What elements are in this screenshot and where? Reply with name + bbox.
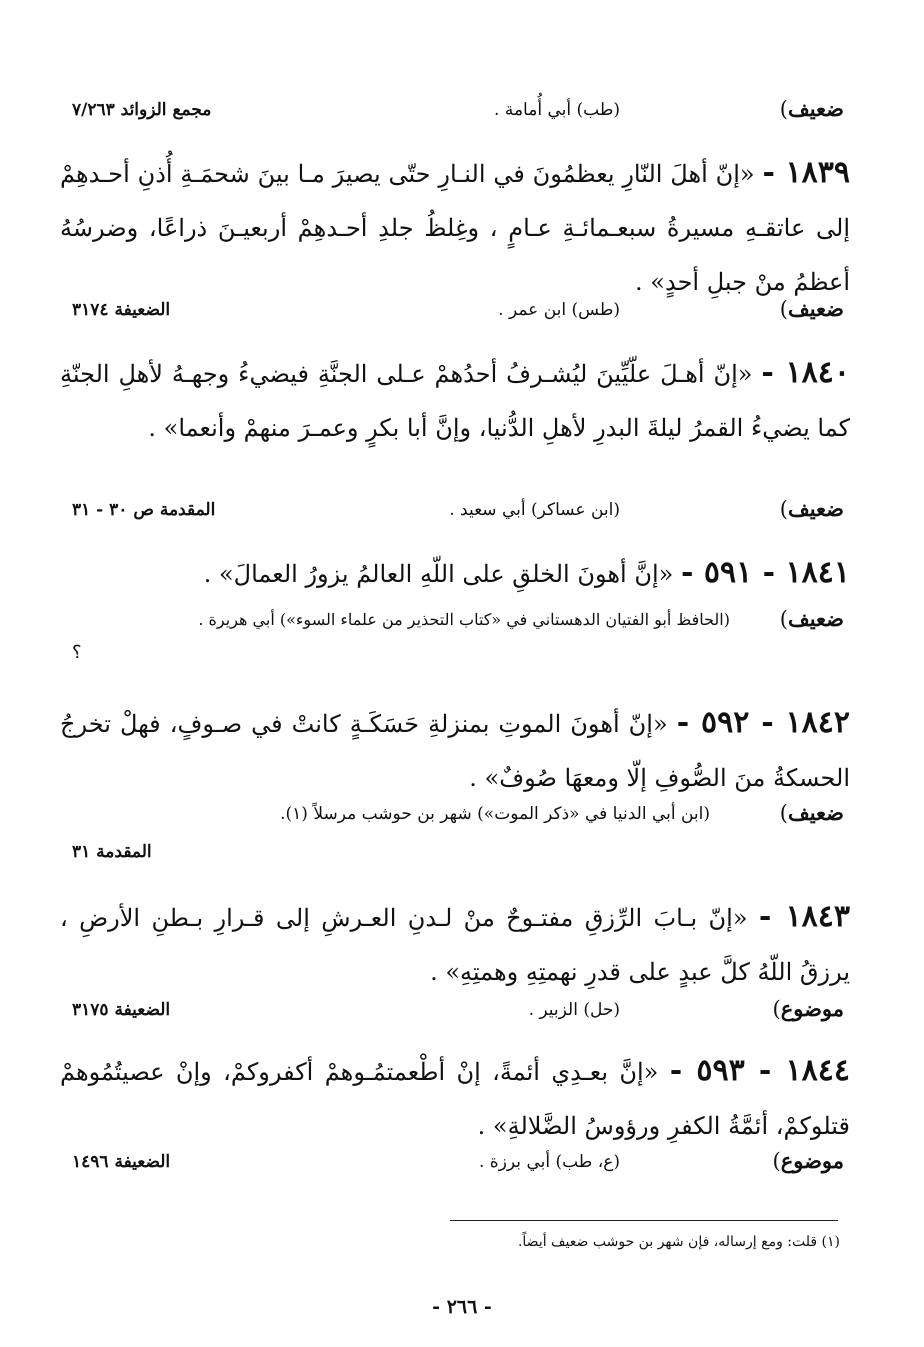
- source-citation: (طس) ابن عمر .: [498, 300, 620, 320]
- grade-line: [60, 496, 850, 534]
- footnote: (١) قلت: ومع إرساله، فإن شهر بن حوشب ضعيف أيضاً.: [517, 1234, 840, 1250]
- hadith-text: «إنّ أهـلَ علّيِّينَ ليُشـرفُ أحدُهمْ عـلى الجنَّةِ فيضيءُ وجهـهُ لأهلِ الجنّةِ كما يضيءُ القمرُ ليلةَ البدرِ لأهلِ الدُّنيا، وإنَّ أبا بكرٍ وعمـرَ منهمْ وأنعما» .: [60, 360, 850, 442]
- grade-label: ( ضعيف: [772, 606, 850, 631]
- hadith-number: ١٨٤٣ -: [758, 899, 850, 934]
- hadith-number: ١٨٤٠ -: [761, 355, 850, 390]
- hadith-text: «إنّ أهونَ الموتِ بمنزلةِ حَسَكَـةٍ كانتْ في صـوفٍ، فهلْ تخرجُ الحسكةُ منَ الصُّوفِ إلّا ومعهَا صُوفٌ» .: [60, 710, 850, 792]
- question-mark: ؟: [72, 642, 82, 663]
- footnote-divider: [450, 1220, 838, 1221]
- hadith-1844: [60, 1044, 850, 1153]
- grade-line: [60, 996, 850, 1034]
- hadith-number: ١٨٤٢ - ٥٩٢ -: [676, 705, 850, 740]
- hadith-1839: [60, 146, 850, 309]
- grade-line: [60, 800, 850, 838]
- grade-label: ( موضوع: [764, 1148, 850, 1173]
- reference: الضعيفة ٣١٧٥: [72, 1000, 171, 1020]
- grade-line: [60, 606, 850, 644]
- source-citation: (ابن عساكر) أبي سعيد .: [449, 500, 620, 520]
- grade-label: ( ضعيف: [772, 496, 850, 521]
- hadith-text: «إنَّ بعـدِي أئمةً، إنْ أطْعمتمُـوهمْ أكفروكمْ، وإنْ عصيتُمُوهمْ قتلوكمْ، أئمَّةُ الكفرِ ورؤوسُ الضَّلالةِ» .: [60, 1058, 850, 1140]
- source-citation: (ابن أبي الدنيا في «ذكر الموت») شهر بن حوشب مرسلاً (١).: [280, 804, 710, 824]
- grade-label: ( موضوع: [764, 996, 850, 1021]
- source-citation: (طب) أبي أُمامة .: [494, 100, 620, 120]
- hadith-number: ١٨٣٩ -: [762, 155, 850, 190]
- hadith-text: «إنَّ أهونَ الخلقِ على اللّهِ العالمُ يزورُ العمالَ» .: [203, 560, 674, 588]
- grade-label: ( ضعيف: [772, 96, 850, 121]
- hadith-text: «إنّ بـابَ الرِّزقِ مفتـوحٌ منْ لـدنِ العـرشِ إلى قـرارِ بـطنِ الأرضِ ، يرزقُ اللّهُ كلَّ عبدٍ على قدرِ نهمتِهِ وهمتِهِ» .: [60, 904, 850, 986]
- reference-line: [60, 842, 850, 876]
- hadith-1841: [60, 546, 850, 601]
- grade-label: ( ضعيف: [772, 296, 850, 321]
- source-citation: (حل) الزبير .: [528, 1000, 620, 1020]
- hadith-1843: [60, 890, 850, 999]
- reference: مجمع الزوائد ٧/٢٦٣: [72, 100, 212, 120]
- reference: الضعيفة ١٤٩٦: [72, 1152, 171, 1172]
- source-citation: (الحافظ أبو الفتيان الدهستاني في «كتاب التحذير من علماء السوء») أبي هريرة .: [198, 610, 730, 629]
- grade-line: [60, 96, 850, 134]
- reference: الضعيفة ٣١٧٤: [72, 300, 171, 320]
- hadith-1842: [60, 696, 850, 805]
- grade-line: [60, 1148, 850, 1186]
- hadith-text: «إنّ أهلَ النّارِ يعظمُونَ في النـارِ حتّى يصيرَ مـا بينَ شحمَـةِ أُذنِ أحـدهِمْ إلى عاتقـهِ مسيرةُ سبعـمائـةِ عـامٍ ، وغِلظُ جلدِ أحـدهِمْ أربعيـنَ ذراعًا، وضرسُهُ أعظمُ منْ جبلِ أحدٍ» .: [60, 160, 850, 296]
- page-number: - ٢٦٦ -: [432, 1296, 492, 1318]
- reference: المقدمة ص ٣٠ - ٣١: [72, 500, 216, 520]
- source-citation: (ع، طب) أبي برزة .: [479, 1152, 620, 1172]
- hadith-number: ١٨٤١ - ٥٩١ -: [680, 555, 850, 590]
- hadith-1840: [60, 346, 850, 455]
- grade-label: ( ضعيف: [772, 800, 850, 825]
- hadith-number: ١٨٤٤ - ٥٩٣ -: [669, 1053, 850, 1088]
- reference: المقدمة ٣١: [72, 842, 152, 862]
- grade-line: [60, 296, 850, 334]
